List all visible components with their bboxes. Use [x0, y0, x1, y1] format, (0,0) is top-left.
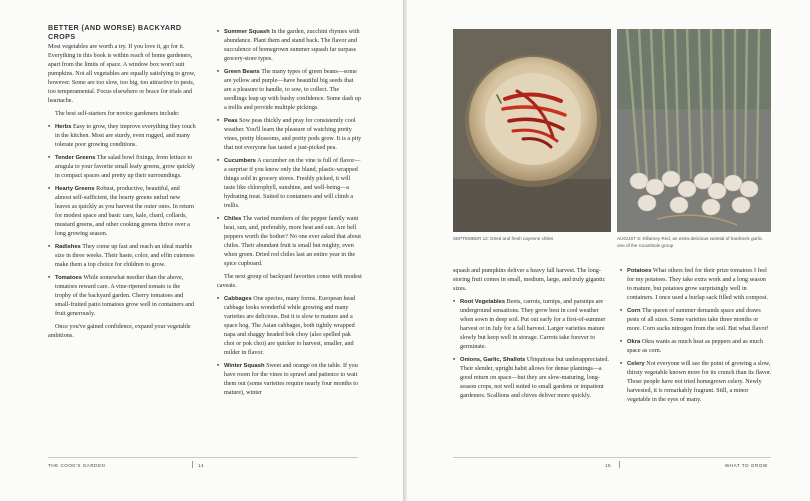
garlic-illustration — [617, 29, 771, 232]
list-item: • Peas Sow peas thickly and pray for consistently cool weather. You'll learn the pleasure of watching pretty vines, pretty blossoms, and pretty pods grow. It is a pity that not everyone has tasted a just-picked pea. — [217, 118, 362, 151]
left-column-1 — [48, 23, 196, 345]
footer-separator — [619, 461, 620, 468]
right-column-1 — [453, 267, 613, 405]
garlic-photo — [617, 29, 771, 232]
photo-caption-left: SEPTEMBER 12: Dried and fresh cayenne chiles — [453, 236, 554, 241]
list-item: • Tomatoes While somewhat needier than the above, tomatoes reward care. A vine-ripened tomato is the trophy of the backyard garden. Cherry tomatoes and small-fruited patio tomatoes grow well in containers and fruit generously. — [48, 275, 194, 317]
right-page — [407, 0, 810, 501]
mid-paragraph: The next group of backyard favorites come with modest caveats. — [217, 274, 362, 289]
list-item: • Root Vegetables Beets, carrots, turnips, and parsnips are underground sensations. They grow best in cool weather when sown in deep soil. Put out early for a first-of-summer harvest or in July for a fall harvest. Larger varieties mature slowly but keep well in storage. Carrots take forever to germinate. — [453, 299, 606, 350]
footer-title: WHAT TO GROW — [725, 463, 768, 468]
list-item: • Cucumbers A cucumber on the vine is full of flavor—a surprise if you know only the bland, plastic-wrapped things sold in grocery stores. Freshly picked, it will taste like chlorophyll, sunshine, and well-being—a hydrating treat. Suited to containers and will climb a trellis. — [217, 158, 361, 209]
list-item: • Summer Squash In the garden, zucchini rhymes with abundance. Plant them and stand back. The flavor and succulence of homegrown summer squash far surpass grocery-store types. — [217, 29, 360, 62]
list-item: • Radishes They come up fast and reach an ideal marble size in three weeks. Their haste, color, and elfin cuteness make them a top choice for children to grow. — [48, 244, 195, 268]
left-page — [0, 0, 403, 501]
chiles-illustration — [453, 29, 611, 232]
list-item: • Tender Greens The salad bowl fixings, from lettuce to arugula to your favorite small leafy greens, grow quickly in compact spaces and pretty up their surroundings. — [48, 155, 195, 179]
footer-rule — [453, 457, 771, 458]
list-item: • Herbs Easy to grow, they improve everything they touch in the kitchen. Most are sturdy, even rugged, and many tolerate poor growing conditions. — [48, 124, 196, 148]
page-number: 15 — [605, 463, 612, 468]
list-item: • Green Beans The many types of green beans—some are yellow and purple—have beautiful big seeds that are a pleasure to handle, to sow, to collect. The seedlings leap up with bushy confidence. Some dash up a trellis and provide multiple pickings. — [217, 69, 361, 111]
right-column-2 — [620, 267, 772, 409]
footer-rule — [48, 457, 358, 458]
crop-list — [453, 298, 613, 401]
list-item: • Hearty Greens Robust, productive, beautiful, and almost self-sufficient, the hearty greens unfurl new leaves as quickly as you harvest the outer ones. In return for modest space and basic care, kale, chard, collards, mustard greens, and other cooking greens thrive over a long growing season. — [48, 186, 194, 237]
lead-paragraph: The best self-starters for novice gardeners include: — [55, 111, 180, 117]
chiles-photo — [453, 29, 611, 232]
list-item: • Corn The queen of summer demands space and draws pests of all sizes. Some varieties take three months or more. Corn sucks nitrogen from the soil. But what flavor! — [620, 308, 769, 332]
list-item: • Cabbages One species, many forms. European head cabbage looks wonderful while growing and many varieties are delicious. But it is slow to mature and a space hog. The Asian cabbages, both tightly wrapped napa and shaggy headed bok choy (also spelled pak choi or pok choi) are quicker to harvest, smaller, and milder in flavor. — [217, 296, 356, 356]
footer-separator — [192, 461, 193, 468]
crop-list — [48, 123, 196, 319]
page-number: 14 — [198, 463, 205, 468]
crop-list — [217, 295, 362, 398]
left-column-2 — [217, 28, 362, 402]
list-item: • Potatoes What others feel for their prize tomatoes I feel for my potatoes. They take extra work and a long season to mature, but potatoes grow surprisingly well in containers. I once used a burlap sack filled with compost. — [620, 268, 769, 301]
list-item: • Winter Squash Sweet and orange on the table. If you have room for the vines to sprawl and patience to wait them out (some varieties require nearly four months to mature), winter — [217, 363, 359, 396]
list-item: • Celery Not everyone will see the point of growing a slow, thirsty vegetable known more for its crunch than its flavor. Those people have not tried homegrown celery. Newly harvested, it is remarkably fragrant. Still, a minor vegetable in the eyes of many. — [620, 361, 772, 403]
outro-paragraph: Once you've gained confidence, expand your vegetable ambitions. — [48, 324, 191, 339]
list-item: • Chiles The varied members of the pepper family want heat, sun, and, preferably, more heat and sun. Are bell peppers worth the bother? No one ever asked that about chiles. Their abundant fruit is small but mighty, even when green. Dried red chiles last an entire year in the spice cupboard. — [217, 216, 361, 267]
section-heading: BETTER (AND WORSE) BACKYARD CROPS — [48, 23, 182, 41]
list-item: • Okra Okra wants as much heat as peppers and as much space as corn. — [620, 339, 763, 354]
continued-paragraph: squash and pumpkins deliver a heavy fall harvest. The long-storing fruit comes in small, medium, large, and truly gigantic sizes. — [453, 268, 606, 292]
intro-paragraph: Most vegetables are worth a try. If you love it, go for it. Everything in this book is within reach of home gardeners, apart from the limits of space. A window box won't suit pumpkins. Not all vegetables are equally satisfying to grow, however. Some are too slow, too big, too attractive to pests, too temperamental. Focus elsewhere or brace for trials and heartache. — [48, 44, 196, 104]
footer-title: THE COOK'S GARDEN — [48, 463, 106, 468]
photo-caption-right: AUGUST 6: Killarney Red, an extra-delicious varietal of hardneck garlic, one of the rocambole group — [617, 236, 764, 248]
crop-list — [620, 267, 772, 405]
crop-list — [217, 28, 362, 269]
list-item: • Onions, Garlic, Shallots Ubiquitous but underappreciated. Their slender, upright habit allows for dense plantings—a good return on space—but they are slow-maturing, long-season crops, not well suited to small gardens or impatient gardeners. Scallions and chives deliver more quickly. — [453, 357, 609, 399]
